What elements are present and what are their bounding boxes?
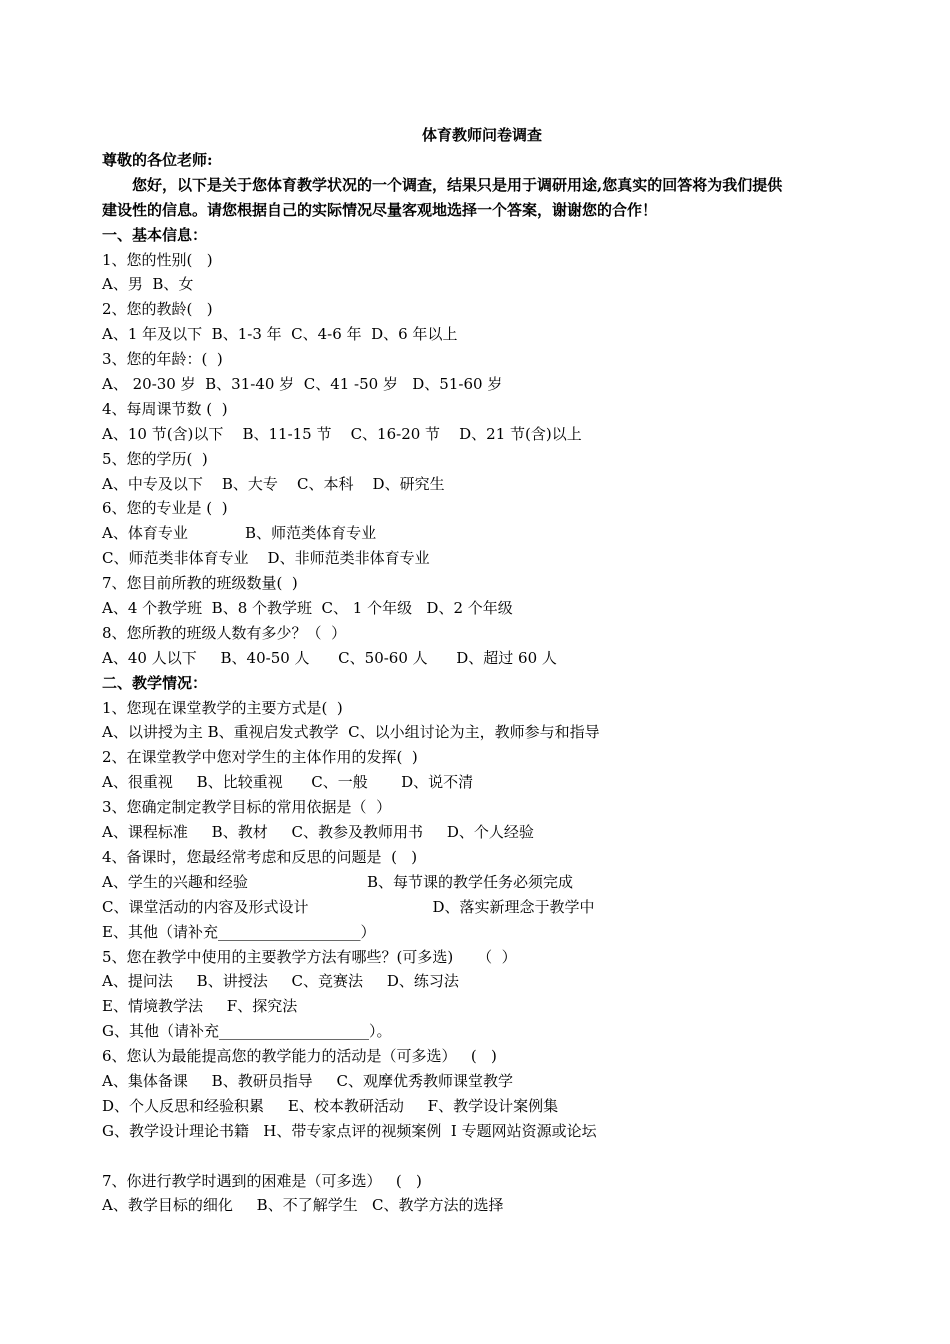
blank-line bbox=[102, 1144, 862, 1169]
options-teaching-methods-2: E、情境教学法 F、探究法 bbox=[102, 997, 298, 1016]
options-class-size: A、40 人以下 B、40-50 人 C、50-60 人 D、超过 60 人 bbox=[102, 648, 557, 667]
options-improvement-2: D、个人反思和经验积累 E、校本教研活动 F、教学设计案例集 bbox=[102, 1096, 559, 1115]
options-age: A、 20-30 岁 B、31-40 岁 C、41 -50 岁 D、51-60 岁 bbox=[102, 375, 503, 394]
section-heading-basic-info: 一、基本信息： bbox=[102, 225, 208, 244]
question-age: 3、您的年龄：( ) bbox=[102, 350, 223, 369]
greeting: 尊敬的各位老师: bbox=[102, 151, 213, 169]
options-lesson-prep-other: E、其他（请补充___________________） bbox=[102, 922, 376, 941]
options-class-count: A、4 个教学班 B、8 个教学班 C、 1 个年级 D、2 个年级 bbox=[102, 599, 513, 618]
document-title: 体育教师问卷调查 bbox=[421, 126, 542, 144]
options-major-1: A、体育专业 B、师范类体育专业 bbox=[102, 524, 377, 543]
options-difficulties: A、教学目标的细化 B、不了解学生 C、教学方法的选择 bbox=[102, 1196, 504, 1215]
question-teaching-years: 2、您的教龄( ) bbox=[102, 300, 213, 319]
options-education: A、中专及以下 B、大专 C、本科 D、研究生 bbox=[102, 474, 445, 493]
question-improvement-activities: 6、您认为最能提高您的教学能力的活动是（可多选） ( ) bbox=[102, 1047, 497, 1066]
options-teaching-mode: A、以讲授为主 B、重视启发式教学 C、以小组讨论为主，教师参与和指导 bbox=[102, 723, 600, 742]
options-teaching-methods-1: A、提问法 B、讲授法 C、竞赛法 D、练习法 bbox=[102, 972, 459, 991]
options-student-role: A、很重视 B、比较重视 C、一般 D、说不清 bbox=[102, 773, 474, 792]
question-teaching-methods: 5、您在教学中使用的主要教学方法有哪些？(可多选) （ ） bbox=[102, 947, 517, 966]
options-major-2: C、师范类非体育专业 D、非师范类非体育专业 bbox=[102, 549, 430, 568]
options-teaching-methods-other: G、其他（请补充____________________）。 bbox=[102, 1022, 392, 1041]
options-improvement-3: G、教学设计理论书籍 H、带专家点评的视频案例 I 专题网站资源或论坛 bbox=[102, 1121, 597, 1140]
question-teaching-mode: 1、您现在课堂教学的主要方式是( ) bbox=[102, 698, 343, 717]
options-teaching-years: A、1 年及以下 B、1-3 年 C、4-6 年 D、6 年以上 bbox=[102, 325, 458, 344]
question-class-size: 8、您所教的班级人数有多少？（ ） bbox=[102, 623, 347, 642]
document-page bbox=[102, 122, 862, 1218]
intro-paragraph-line-1: 您好，以下是关于您体育教学状况的一个调查，结果只是用于调研用途,您真实的回答将为我们提供 bbox=[132, 175, 783, 194]
intro-paragraph-line-2: 建设性的信息。请您根据自己的实际情况尽量客观地选择一个答案，谢谢您的合作！ bbox=[102, 200, 658, 219]
question-class-count: 7、您目前所教的班级数量( ) bbox=[102, 574, 298, 593]
options-weekly-classes: A、10 节(含)以下 B、11-15 节 C、16-20 节 D、21 节(含)以上 bbox=[102, 424, 582, 443]
question-lesson-prep: 4、备课时，您最经常考虑和反思的问题是 ( ) bbox=[102, 847, 418, 866]
question-major: 6、您的专业是 ( ) bbox=[102, 499, 228, 518]
options-objective-basis: A、课程标准 B、教材 C、教参及教师用书 D、个人经验 bbox=[102, 823, 534, 842]
section-heading-teaching: 二、教学情况： bbox=[102, 673, 208, 692]
question-student-role: 2、在课堂教学中您对学生的主体作用的发挥( ) bbox=[102, 748, 418, 767]
question-difficulties: 7、你进行教学时遇到的困难是（可多选） ( ) bbox=[102, 1171, 422, 1190]
options-improvement-1: A、集体备课 B、教研员指导 C、观摩优秀教师课堂教学 bbox=[102, 1071, 514, 1090]
question-education: 5、您的学历( ) bbox=[102, 449, 208, 468]
question-gender: 1、您的性别( ) bbox=[102, 250, 213, 269]
options-gender: A、男 B、女 bbox=[102, 275, 194, 294]
question-weekly-classes: 4、每周课节数 ( ) bbox=[102, 399, 228, 418]
options-lesson-prep-2: C、课堂活动的内容及形式设计 D、落实新理念于教学中 bbox=[102, 897, 595, 916]
options-lesson-prep-1: A、学生的兴趣和经验 B、每节课的教学任务必须完成 bbox=[102, 872, 574, 891]
question-objective-basis: 3、您确定制定教学目标的常用依据是（ ） bbox=[102, 798, 392, 817]
